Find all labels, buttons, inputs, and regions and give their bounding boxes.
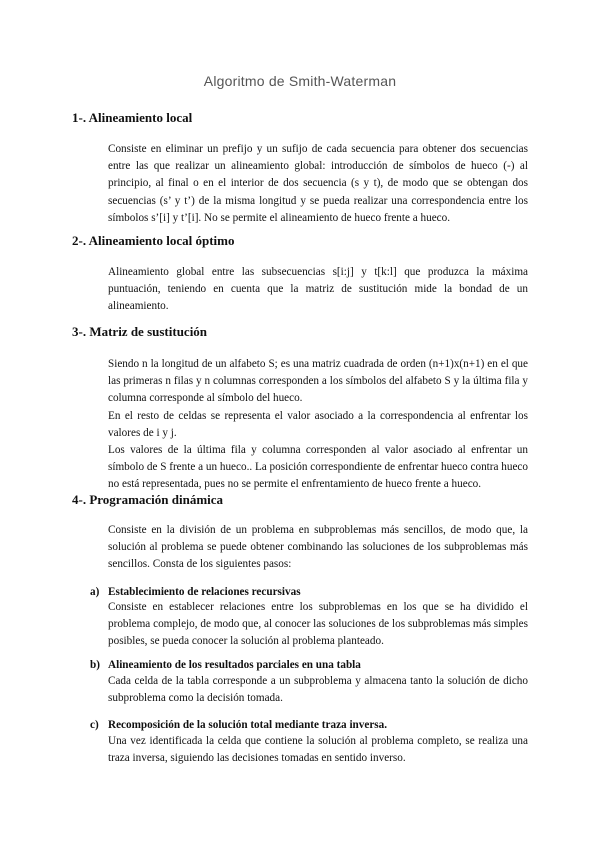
step-body-c [108,733,528,767]
step-label-c: c) [90,719,99,731]
paragraph: Consiste en eliminar un prefijo y un sufijo de cada secuencia para obtener dos secuencias entre las que realizar un alineamiento global: introducción de símbolos de hueco (-) al principio, al final o en el interior de dos secuencia (s y t), de modo que se obtengan dos secuencias (s’ y t’) de la misma longitud y se pueda realizar una correspondencia entre los símbolos s’[i] y t’[i]. No se permite el alineamiento de hueco frente a hueco. [108,143,528,224]
step-title-a: Establecimiento de relaciones recursivas [108,586,301,598]
section-intro-programacion-dinamica [108,522,528,574]
paragraph: Consiste en la división de un problema en subproblemas más sencillos, de modo que, la solución al problema se puede obtener combinando las soluciones de los subproblemas más sencillos. Consta de los siguientes pasos: [108,524,528,571]
section-body-alineamiento-local [108,141,528,227]
paragraph: Cada celda de la tabla corresponde a un subproblema y almacena tanto la solución de dicho subproblema como la decisión tomada. [108,675,528,705]
step-title-c: Recomposición de la solución total mediante traza inversa. [108,719,388,731]
paragraph: En el resto de celdas se representa el valor asociado a la correspondencia al enfrentar los valores de i y j. [108,409,528,439]
section-heading-alineamiento-local-optimo: 2-. Alineamiento local óptimo [72,233,235,248]
section-body-matriz-sustitucion [108,356,528,494]
step-label-a: a) [90,586,100,598]
section-heading-alineamiento-local: 1-. Alineamiento local [72,110,193,125]
paragraph: Alineamiento global entre las subsecuencias s[i:j] y t[k:l] que produzca la máxima puntuación, teniendo en cuenta que la matriz de sustitución mide la bondad de un alineamiento. [108,266,528,313]
step-label-b: b) [90,659,100,671]
paragraph: Consiste en establecer relaciones entre los subproblemas en los que se ha dividido el problema complejo, de modo que, al conocer las soluciones de los subproblemas más simples posibles, se pueda conocer la solución al problema planteado. [108,601,528,648]
section-heading-matriz-sustitucion: 3-. Matriz de sustitución [72,324,208,339]
step-body-b [108,673,528,707]
paragraph: Siendo n la longitud de un alfabeto S; es una matriz cuadrada de orden (n+1)x(n+1) en el que las primeras n filas y n columnas corresponden a los símbolos del alfabeto S y la última fila y columna corresponde al símbolo del hueco. [108,358,528,405]
section-heading-programacion-dinamica: 4-. Programación dinámica [72,492,224,507]
paragraph: Los valores de la última fila y columna corresponden al valor asociado al enfrentar un símbolo de S frente a un hueco.. La posición correspondiente de enfrentar hueco contra hueco no está representada, pues no se permite el enfrentamiento de hueco frente a hueco. [108,444,528,491]
document-title: Algoritmo de Smith-Waterman [203,73,397,89]
section-body-alineamiento-local-optimo [108,264,528,316]
paragraph: Una vez identificada la celda que contiene la solución al problema completo, se realiza una traza inversa, siguiendo las decisiones tomadas en sentido inverso. [108,735,528,765]
step-body-a [108,599,528,651]
step-title-b: Alineamiento de los resultados parciales en una tabla [108,659,361,671]
